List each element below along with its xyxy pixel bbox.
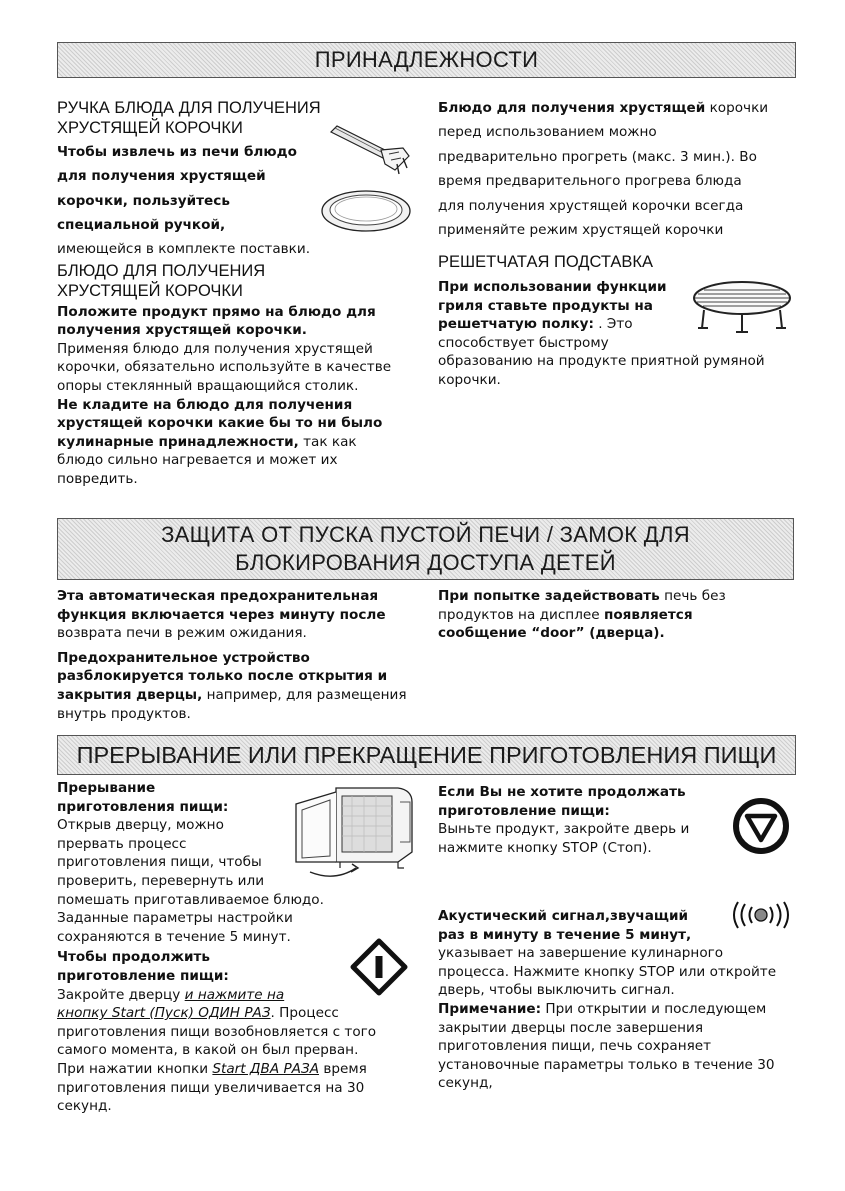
section-banner-interrupt <box>57 735 796 775</box>
preheat-line: предварительно прогреть (макс. 3 мин.). Во <box>438 148 757 165</box>
stop-text: Выньте продукт, закройте дверь и нажмите кнопку STOP (Стоп). <box>438 821 690 856</box>
resume-title: Чтобы продолжить приготовление пищи: <box>57 949 229 984</box>
preheat-line: перед использованием можно <box>438 124 657 141</box>
rack-title: РЕШЕТЧАТАЯ ПОДСТАВКА <box>438 253 653 271</box>
banner-title-line: ЗАЩИТА ОТ ПУСКА ПУСТОЙ ПЕЧИ / ЗАМОК ДЛЯ <box>161 522 690 547</box>
start-button-icon <box>350 938 408 996</box>
plate-warning: Не кладите на блюдо для получения хрустящей корочки какие бы то ни было кулинарные принадлежности, так как блюдо сильно нагревается и может их повредить. <box>57 396 383 487</box>
plate-usage-text: Применяя блюдо для получения хрустящей корочки, обязательно используйте в качестве опоры стеклянный вращающийся столик. <box>57 340 392 394</box>
handle-supply-text: имеющейся в комплекте поставки. <box>57 240 311 257</box>
handle-bold-text: Чтобы извлечь из печи блюдо для получения хрустящей корочки, пользуйтесь специальной ручкой, <box>57 144 297 234</box>
sound-signal-icon <box>730 900 792 930</box>
section-banner-accessories <box>57 42 796 78</box>
protection-auto-normal: возврата печи в режим ожидания. <box>57 625 307 642</box>
note-text: Примечание: При открытии и последующем закрытии дверцы после завершения приготовления пищи, печь сохраняет установочные параметры только в течение 30 секунд, <box>438 1000 775 1092</box>
protection-left-column <box>57 587 417 723</box>
protection-right-column <box>438 587 778 643</box>
handle-title: РУЧКА БЛЮДА ДЛЯ ПОЛУЧЕНИЯ ХРУСТЯЩЕЙ КОРОЧКИ <box>57 99 321 137</box>
rack-text: При использовании функции гриля ставьте продукты на решетчатую полку: . Это способствует быстрому образованию на продукте приятной румяной корочки. <box>438 279 765 388</box>
preheat-line: время предварительного прогрева блюда <box>438 173 742 190</box>
stop-button-icon <box>731 796 791 856</box>
plate-bold-text: Положите продукт прямо на блюдо для получения хрустящей корочки. <box>57 303 376 339</box>
resume-double-text: При нажатии кнопки Start ДВА РАЗА время приготовления пищи увеличивается на 30 секунд. <box>57 1060 367 1115</box>
banner-title: ПРИНАДЛЕЖНОСТИ <box>314 47 539 72</box>
beep-block <box>438 907 798 1093</box>
preheat-first-line: Блюдо для получения хрустящей корочки <box>438 100 769 116</box>
crisp-plate-image <box>318 187 414 237</box>
banner-title-line: БЛОКИРОВАНИЯ ДОСТУПА ДЕТЕЙ <box>235 550 616 575</box>
beep-title: Акустический сигнал,звучащий раз в минуту в течение 5 минут, <box>438 908 692 943</box>
preheat-line: для получения хрустящей корочки всегда <box>438 197 744 214</box>
preheat-line: применяйте режим хрустящей корочки <box>438 222 724 239</box>
resume-text: Закройте дверцу и нажмите на кнопку Start (Пуск) ОДИН РАЗ. Процесс приготовления пищи возобновляется с того самого момента, в какой он был прерван. <box>57 986 377 1059</box>
banner-title: ПРЕРЫВАНИЕ ИЛИ ПРЕКРАЩЕНИЕ ПРИГОТОВЛЕНИЯ ПИЩИ <box>76 742 777 768</box>
stop-title: Если Вы не хотите продолжать приготовление пищи: <box>438 784 686 819</box>
pause-text: Открыв дверцу, можно прервать процесс приготовления пищи, чтобы проверить, перевернуть или помешать приготавливаемое блюдо. Заданные параметры настройки сохраняются в течение 5 минут. <box>57 817 324 945</box>
beep-text: указывает на завершение кулинарного процесса. Нажмите кнопку STOP или откройте дверь, чтобы выключить сигнал. <box>438 945 777 999</box>
section-banner-protection <box>57 518 794 580</box>
open-microwave-image <box>280 782 420 880</box>
protection-door-text: При попытке задействовать печь без продуктов на дисплее появляется сообщение “door” (дверца). <box>438 588 726 642</box>
plate-title: БЛЮДО ДЛЯ ПОЛУЧЕНИЯ ХРУСТЯЩЕЙ КОРОЧКИ <box>57 261 266 300</box>
protection-unlock-text: Предохранительное устройство разблокируется только после открытия и закрытия дверцы, например, для размещения внутрь продуктов. <box>57 649 407 722</box>
pause-title: Прерывание приготовления пищи: <box>57 780 229 815</box>
protection-auto-text: Эта автоматическая предохранительная функция включается через минуту после <box>57 588 386 623</box>
grill-rack-image <box>690 276 795 336</box>
accessories-right-column <box>438 96 798 242</box>
crisp-plate-handle-image <box>325 118 415 178</box>
